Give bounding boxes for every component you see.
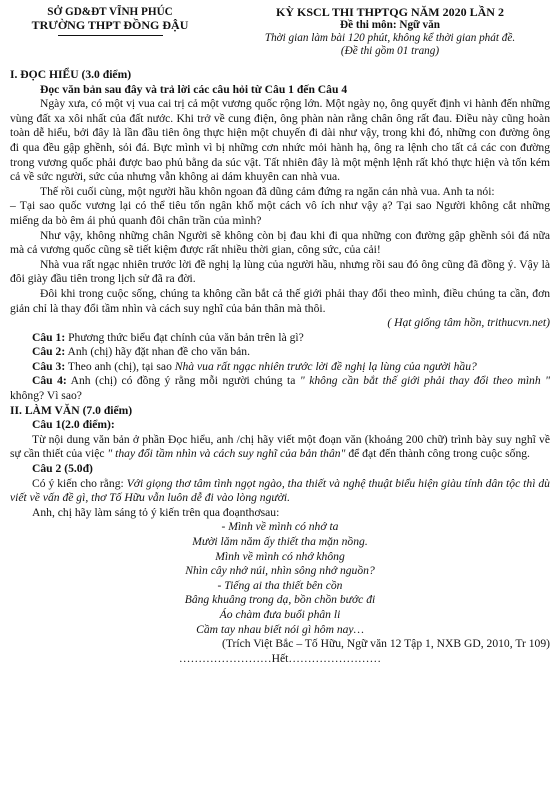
section-heading-writing: II. LÀM VĂN (7.0 điểm) bbox=[10, 403, 133, 417]
question-2-label: Câu 2: bbox=[32, 345, 66, 359]
writing-question-1-text: Từ nội dung văn bản ở phần Đọc hiểu, anh /chị hãy viết một đoạn văn (khoảng 200 chữ) trình bày suy nghĩ về sự cần thiết của việc bbox=[10, 432, 550, 461]
poem-line: Mình về mình có nhớ không bbox=[215, 549, 345, 563]
question-3-text: Theo anh (chị), tại sao bbox=[67, 359, 172, 373]
writing-question-2 bbox=[10, 477, 550, 506]
section-heading-reading: I. ĐỌC HIỂU (3.0 điểm) bbox=[10, 68, 132, 81]
question-3-quote: Nhà vua rất ngạc nhiên trước lời đề nghị lạ lùng của người hầu? bbox=[174, 359, 477, 373]
poem-line: Mười lăm năm ấy thiết tha mặn nồng. bbox=[192, 535, 368, 548]
question-4 bbox=[10, 374, 550, 403]
writing-question-1-tail: để đạt đến thành công trong cuộc sống. bbox=[348, 447, 530, 461]
end-marker: ……………………Hết…………………… bbox=[178, 651, 382, 665]
question-1-label: Câu 1: bbox=[32, 330, 66, 344]
reading-instruction: Đọc văn bản sau đây và trả lời các câu hỏi từ Câu 1 đến Câu 4 bbox=[40, 82, 348, 96]
pages-note: (Đề thi gồm 01 trang) bbox=[340, 45, 440, 57]
question-4-quote: " không cần bắt thế giới phải thay đổi theo mình " bbox=[299, 374, 550, 388]
poem-excerpt bbox=[10, 520, 550, 637]
passage-paragraph-5: Nhà vua rất ngạc nhiên trước lời đề nghị lạ lùng của người hầu, nhưng rồi sau đó ông cũng đã đồng ý. Vậy là đôi giày đầu tiên trong lịch sử đã ra đời. bbox=[10, 257, 550, 286]
writing-question-1-label: Câu 1(2.0 điểm): bbox=[32, 418, 115, 432]
subject-line: Đề thi môn: Ngữ văn bbox=[340, 19, 440, 31]
question-1 bbox=[10, 331, 550, 346]
poem-line: Bâng khuâng trong dạ, bồn chồn bước đi bbox=[184, 593, 376, 607]
writing-question-2-task: Anh, chị hãy làm sáng tỏ ý kiến trên qua đoạnthơsau: bbox=[32, 505, 280, 519]
question-1-text: Phương thức biểu đạt chính của văn bản trên là gì? bbox=[68, 330, 304, 344]
poem-line: Áo chàm đưa buổi phân li bbox=[219, 607, 341, 621]
header-underline bbox=[58, 35, 163, 36]
poem-line: Nhìn cây nhớ núi, nhìn sông nhớ nguồn? bbox=[185, 564, 375, 578]
poem-citation: (Trích Việt Bắc – Tố Hữu, Ngữ văn 12 Tập 1, NXB GD, 2010, Tr 109) bbox=[221, 637, 550, 651]
passage-paragraph-4: Như vậy, không những chân Người sẽ không còn bị đau khi đi qua những con đường gập ghềnh sỏi đá nữa mà cả vương quốc cũng sẽ tiết kiệm được rất nhiều thời gian, công sức, của cải! bbox=[10, 228, 550, 257]
exam-title: KỲ KSCL THI THPTQG NĂM 2020 LẦN 2 bbox=[276, 5, 504, 19]
time-note: Thời gian làm bài 120 phút, không kể thời gian phát đề. bbox=[264, 32, 516, 44]
writing-question-1-quote: " thay đổi tầm nhìn và cách suy nghĩ của bản thân" bbox=[107, 447, 346, 461]
passage-paragraph-6: Đôi khi trong cuộc sống, chúng ta không cần bắt cả thế giới phải thay đổi theo mình, điều chúng ta cần, đơn giản chỉ là thay đổi tầm nhìn và cách suy nghĩ của bản thân mà thôi. bbox=[10, 286, 550, 315]
passage-paragraph-2: Thế rồi cuối cùng, một người hầu khôn ngoan đã dũng cảm đứng ra ngăn cản nhà vua. Anh ta nói: bbox=[40, 184, 495, 198]
exam-header bbox=[10, 6, 550, 58]
exam-body bbox=[10, 68, 550, 666]
poem-line: Cầm tay nhau biết nói gì hôm nay… bbox=[196, 622, 364, 636]
passage-paragraph-3: – Tại sao quốc vương lại có thể tiêu tốn ngân khố một cách vô ích như vậy ạ? Tại sao Người không cắt những miếng da bò êm ái phủ quanh đôi chân trần của mình? bbox=[10, 199, 550, 227]
question-2 bbox=[10, 345, 550, 360]
header-left bbox=[10, 6, 210, 58]
header-right bbox=[230, 6, 550, 58]
question-3-label: Câu 3: bbox=[32, 359, 66, 373]
question-2-text: Anh (chị) hãy đặt nhan đề cho văn bản. bbox=[67, 345, 250, 359]
poem-line: - Tiếng ai tha thiết bên cồn bbox=[217, 578, 343, 592]
question-3 bbox=[10, 360, 550, 375]
question-4-text: Anh (chị) có đồng ý rằng mỗi người chúng ta bbox=[70, 374, 296, 388]
passage-paragraph-1: Ngày xưa, có một vị vua cai trị cả một vương quốc rộng lớn. Một ngày nọ, ông quyết định vi hành đến những vùng đất xa xôi nhất của đất nước. Khi trở về cung điện, ông phàn nàn rằng chân ông rất đau. Điều này cũng hoàn toàn dễ hiểu, bởi đây là lần đầu tiên ông thực hiện một chuyến đi dài như vậy, trong khi đó, những con đường ông đi qua đều gập ghềnh, sỏi đá. Bực mình vì bị những cơn nhức mỏi hành hạ, ông ra lệnh cho tất cả các con đường trong vương quốc phải được bao phủ bằng da súc vật. Tất nhiên đây là một mệnh lệnh rất khó thực hiện và tốn kém cả về sức người, sức của nhưng vẫn không ai dám khuyên can nhà vua. bbox=[10, 97, 550, 184]
question-4-label: Câu 4: bbox=[32, 374, 67, 388]
writing-question-1 bbox=[10, 433, 550, 462]
department-name: SỞ GD&ĐT VĨNH PHÚC bbox=[47, 6, 173, 18]
passage-source: ( Hạt giống tâm hồn, trithucvn.net) bbox=[387, 316, 550, 330]
poem-line: - Mình về mình có nhớ ta bbox=[221, 520, 339, 534]
writing-question-2-text: Có ý kiến cho rằng: bbox=[32, 476, 124, 490]
writing-question-2-quote: Với giọng thơ tâm tình ngọt ngào, tha thiết và nghệ thuật biểu hiện giàu tính dân tộc thì dù viết về vấn đề gì, thơ Tố Hữu vẫn luôn dễ đi vào lòng người. bbox=[10, 476, 550, 505]
writing-question-2-label: Câu 2 (5.0đ) bbox=[32, 462, 93, 476]
question-4-tail: không? Vì sao? bbox=[10, 389, 82, 403]
school-name: TRƯỜNG THPT ĐỒNG ĐẬU bbox=[31, 18, 189, 32]
